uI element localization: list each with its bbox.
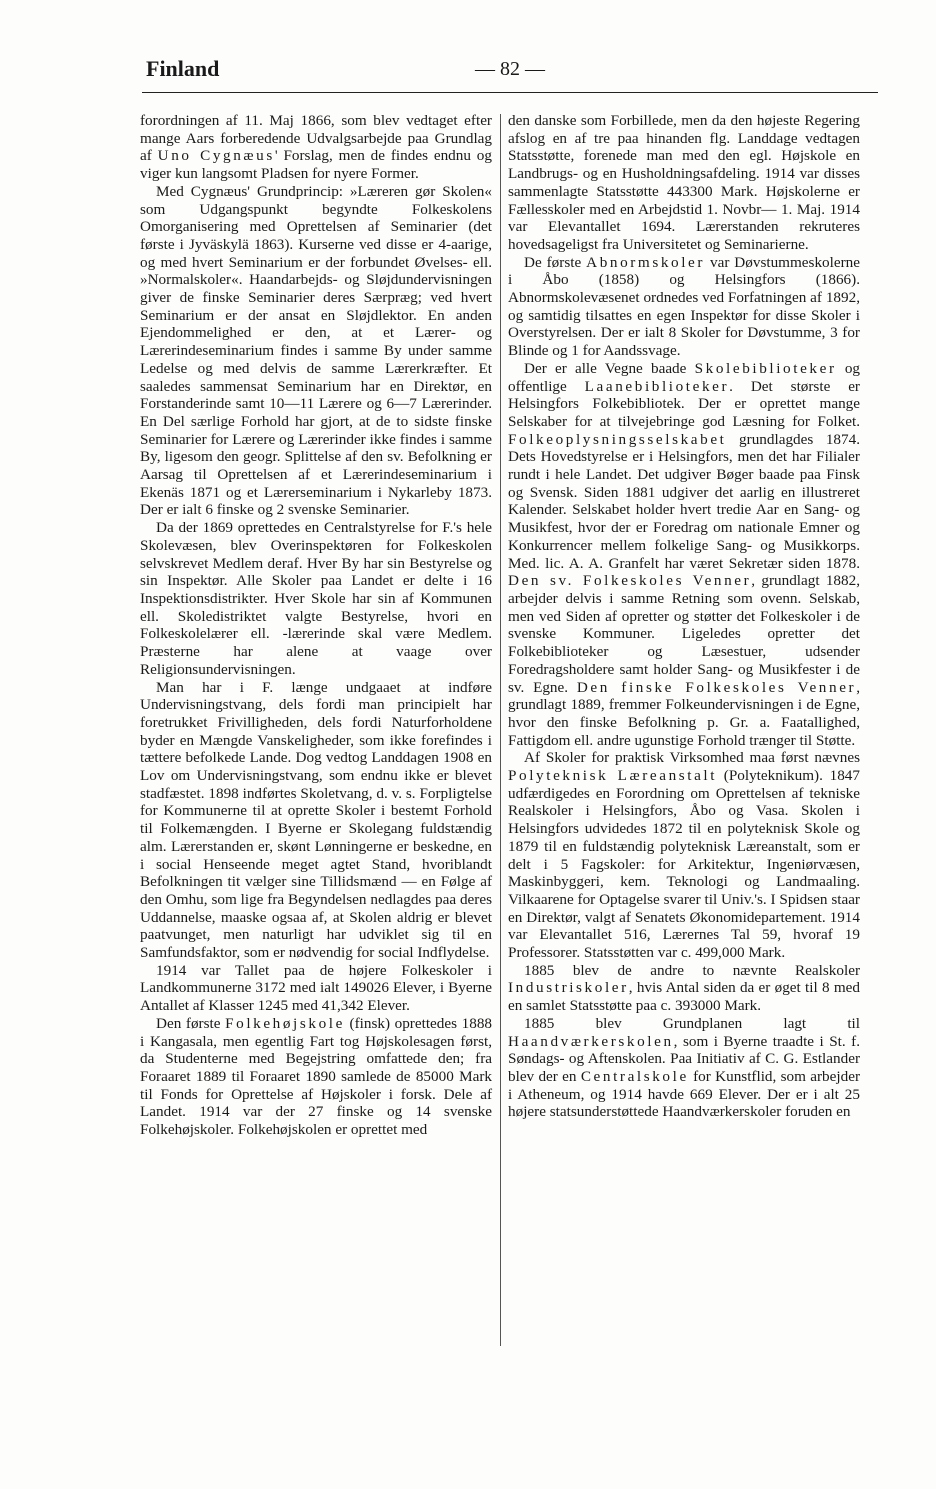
paragraph — [140, 1015, 492, 1139]
paragraph — [140, 183, 492, 519]
spaced-term: Centralskole — [580, 1067, 689, 1085]
text-run: Da der 1869 oprettedes en Centralstyrelse for F.'s hele Skolevæsen, blev Overinspektøren for Folkeskolen selvskrevet Medlem deraf. Hver By har sin Bestyrelse og sin Inspektør. Alle Skoler paa Landet er delte i 16 Inspektionsdistrikter. Hver Skole har sin af Kommunen ell. Skoledistriktet valgte Bestyrelse, hvori en Folkeskolelærer ell. -lærerinde skal være Medlem. Præsterne har alene at vaage over Religionsundervisningen. — [140, 519, 492, 678]
text-run: og offentlige — [508, 359, 861, 395]
text-run: (Polyteknikum). 1847 udfærdigedes en Forordning om Oprettelsen af tekniske Realskoler i Helsingfors, Åbo og Vasa. Skolen i Helsingfors udvidedes 1872 til en polyteknisk Skole og 1879 til en fuldstændig polyteknisk Læreanstalt, som er delt i 5 Fagskoler: for Arkitektur, Ingeniørvæsen, Maskinbyggeri, kem. Teknologi og Landmaaling. Vilkaarene for Optagelse svarer til Univ.'s. I Spidsen staar en Direktør, valgt af Senatets Økonomidepartement. 1914 var Elevantallet 516, Lærernes Tal 59, hvoraf 19 Professorer. Statsstøtten var c. 499,000 Mark. — [508, 767, 860, 962]
left-column — [140, 112, 492, 1139]
text-run: . Det største er Helsingfors Folkebibliotek. Der er oprettet mange Selskaber for at tilvejebringe god Læsning for Folket. — [508, 377, 860, 430]
header-rule — [142, 92, 878, 93]
paragraph — [508, 749, 860, 961]
text-run: var Døvstummeskolerne i Åbo (1858) og Helsingfors (1866). Abnormskolevæsenet ordnedes ved Forfatningen af 1892, og samtidig tilsattes en egen Inspektør for disse Skoler i Overstyrelsen. Der er ialt 8 Skoler for Døvstumme, 3 for Blinde og 1 for Aandssvage. — [508, 253, 860, 360]
text-run: Med Cygnæus' Grundprincip: »Læreren gør Skolen« som Udgangspunkt begyndte Folkeskolens Omorganisering med Oprettelsen af Seminarier (det første i Jyväskylä 1863). Kurserne ved disse er 4-aarige, og med hvert Seminarium er der forbundet Øvelses- ell. »Normalskoler«. Haandarbejds- og Sløjdundervisningen giver de finske Seminarier deres Særpræg; ved hvert Seminarium er der ansat en Sløjdlektor. En anden Ejendommelighed er den, at et Lærer- og Lærerindeseminarium findes i samme By under samme Ledelse og med delvis de samme Lærerkræfter. Et saaledes sammensat Seminarium har en Direktør, en Forstanderinde samt 10—11 Lærere og 6—7 Lærerinder. En Del særlige Forhold har gjort, at de to sidste finske Seminarier for Lærere og Lærerinder ikke findes i samme By, ligesom den geogr. Splittelse af den sv. Befolkning er Aarsag til Oprettelsen af et Lærerindeseminarium i Ekenäs 1871 og et Lærerseminarium i Nykarleby 1873. Der er ialt 6 finske og 2 svenske Seminarier. — [140, 182, 492, 519]
spaced-term: Uno Cygnæus — [157, 147, 275, 165]
text-run: Man har i F. længe undgaaet at indføre Undervisningstvang, dels fordi man principielt har foretrukket Frivilligheden, dels fordi Naturforholdene byder en Mængde Vanskeligheder, som ikke forefindes i tættere befolkede Lande. Dog vedtog Landdagen 1908 en Lov om Undervisningstvang, som endnu ikke er blevet stadfæstet. 1898 indførtes Skoletvang, d. v. s. Forpligtelse for Kommunerne til at oprette Skoler i bestemt Forhold til Folkemængden. I Byerne er Skolegang fuldstændig alm. Lærerstanden er, skønt Lønningerne er beskedne, en i social Henseende meget agtet Stand, hvoriblandt Befolkningen tit vælger sine Tillidsmænd — en Følge af den Omhu, som lige fra Begyndelsen nedlagdes paa deres Uddannelse, maaske ogsaa af, at Skolen aldrig er blevet paatvunget, men naturligt har udviklet sig til en Samfundsfaktor, som er nødvendig for social Indflydelse. — [140, 678, 492, 962]
spaced-term: Industriskoler — [508, 979, 629, 997]
spaced-term: Den finske Folkeskoles Venner — [576, 678, 857, 696]
running-header — [142, 56, 878, 90]
spaced-term: Den sv. Folkeskoles Venner — [508, 572, 752, 590]
text-run: , grundlagt 1889, fremmer Folkeundervisningen i de Egne, hvor den finske Befolkning p. Gr. a. Faatallighed, Fattigdom ell. andre ugunstige Forhold trænger til Støtte. — [508, 678, 860, 749]
text-run: for Kunstflid, som arbejder i Atheneum, og 1914 havde 669 Elever. Der er i alt 25 højere statsunderstøttede Haandværkerskoler foruden en — [508, 1067, 860, 1121]
text-run: den danske som Forbillede, men da den højeste Regering afslog en af tre paa hinanden flg. Landdage vedtagen Statsstøtte, forenede man med den egl. Højskole en Landbrugs- og en Husholdningsafdeling. 1914 var disses sammenlagte Statsstøtte 443300 Mark. Højskolerne er Fællesskoler med en Arbejdstid 1. Novbr— 1. Maj. 1914 var Elevantallet 1694. Lærerstanden rekruteres hovedsageligst fra Universitetet og Seminarierne. — [508, 112, 860, 253]
right-column — [508, 112, 860, 1121]
text-run: , som i Byerne traadte i St. f. Søndags- og Aftenskolen. Paa Initiativ af C. G. Estlander blev der en — [508, 1032, 860, 1085]
column-divider — [500, 114, 501, 1346]
text-run: Af Skoler for praktisk Virksomhed maa først nævnes — [524, 749, 860, 767]
paragraph — [508, 254, 860, 360]
page-number: — 82 — — [475, 58, 545, 80]
paragraph — [508, 360, 860, 749]
text-run: 1914 var Tallet paa de højere Folkeskoler i Landkommunerne 3172 med ialt 149026 Elever, i Byerne Antallet af Klasser 1245 med 41,342 Elever. — [140, 961, 492, 1015]
text-run: Den første — [156, 1014, 226, 1032]
text-run: (finsk) oprettedes 1888 i Kangasala, men egentlig Fart tog Højskolesagen først, da Studenterne med Begejstring omfattede den; fra Foraaret 1889 til Foraaret 1890 samlede de 85000 Mark til Fonds for Oprettelse af Højskoler i forsk. Dele af Landet. 1914 var der 27 finske og 14 svenske Folkehøjskoler. Folkehøjskolen er oprettet med — [140, 1014, 493, 1139]
text-run: , grundlagt 1882, arbejder delvis i samme Retning som ovenn. Selskab, men ved Siden af opretter og støtter det Folkeskoler i de svenske Kommuner. Ligeledes opretter det Folkebiblioteker og Læsestuer, udsender Foredragsholdere samt holder Sang- og Musikfester i de sv. Egne. — [508, 572, 860, 696]
text-run: , hvis Antal siden da er øget til 8 med en samlet Statsstøtte paa c. 393000 Mark. — [508, 979, 860, 1015]
paragraph — [508, 1015, 860, 1121]
text-run: De første — [524, 253, 587, 271]
text-run: Der er alle Vegne baade — [524, 359, 695, 377]
text-run: ' Forslag, men de findes endnu og viger kun langsomt Pladsen for nyere Former. — [140, 147, 492, 183]
spaced-term: Skolebiblioteker — [694, 359, 837, 377]
paragraph — [140, 679, 492, 962]
text-run: 1885 blev Grundplanen lagt til — [524, 1014, 860, 1032]
spaced-term: Folkeoplysningsselskabet — [508, 430, 727, 448]
paragraph — [508, 962, 860, 1015]
spaced-term: Polyteknisk Læreanstalt — [508, 767, 718, 785]
paragraph — [140, 112, 492, 183]
spaced-term: Folkehøjskole — [225, 1014, 345, 1032]
spaced-term: Abnormskoler — [586, 253, 706, 271]
paragraph — [140, 962, 492, 1015]
section-title: Finland — [146, 56, 220, 81]
paragraph — [508, 112, 860, 254]
paragraph — [140, 519, 492, 678]
text-run: forordningen af 11. Maj 1866, som blev vedtaget efter mange Aars forberedende Udvalgsarbejde paa Grundlag af — [140, 112, 492, 165]
spaced-term: Haandværkerskolen — [508, 1032, 674, 1050]
spaced-term: Laanebiblioteker — [584, 377, 730, 395]
text-run: grundlagdes 1874. Dets Hovedstyrelse er i Helsingfors, men det har Filialer rundt i hele Landet. Det udgiver Bøger baade paa Finsk og Svensk. Siden 1881 udgiver det aarlig en illustreret Kalender. Selskabet holder hvert tredie Aar en Sang- og Musikfest, hvor der er Foredrag om nationale Emner og Konkurrencer mellem folkelige Sang- og Musikkorps. Med. lic. A. A. Granfelt har været Sekretær siden 1878. — [508, 430, 860, 572]
text-run: 1885 blev de andre to nævnte Realskoler — [524, 961, 860, 979]
